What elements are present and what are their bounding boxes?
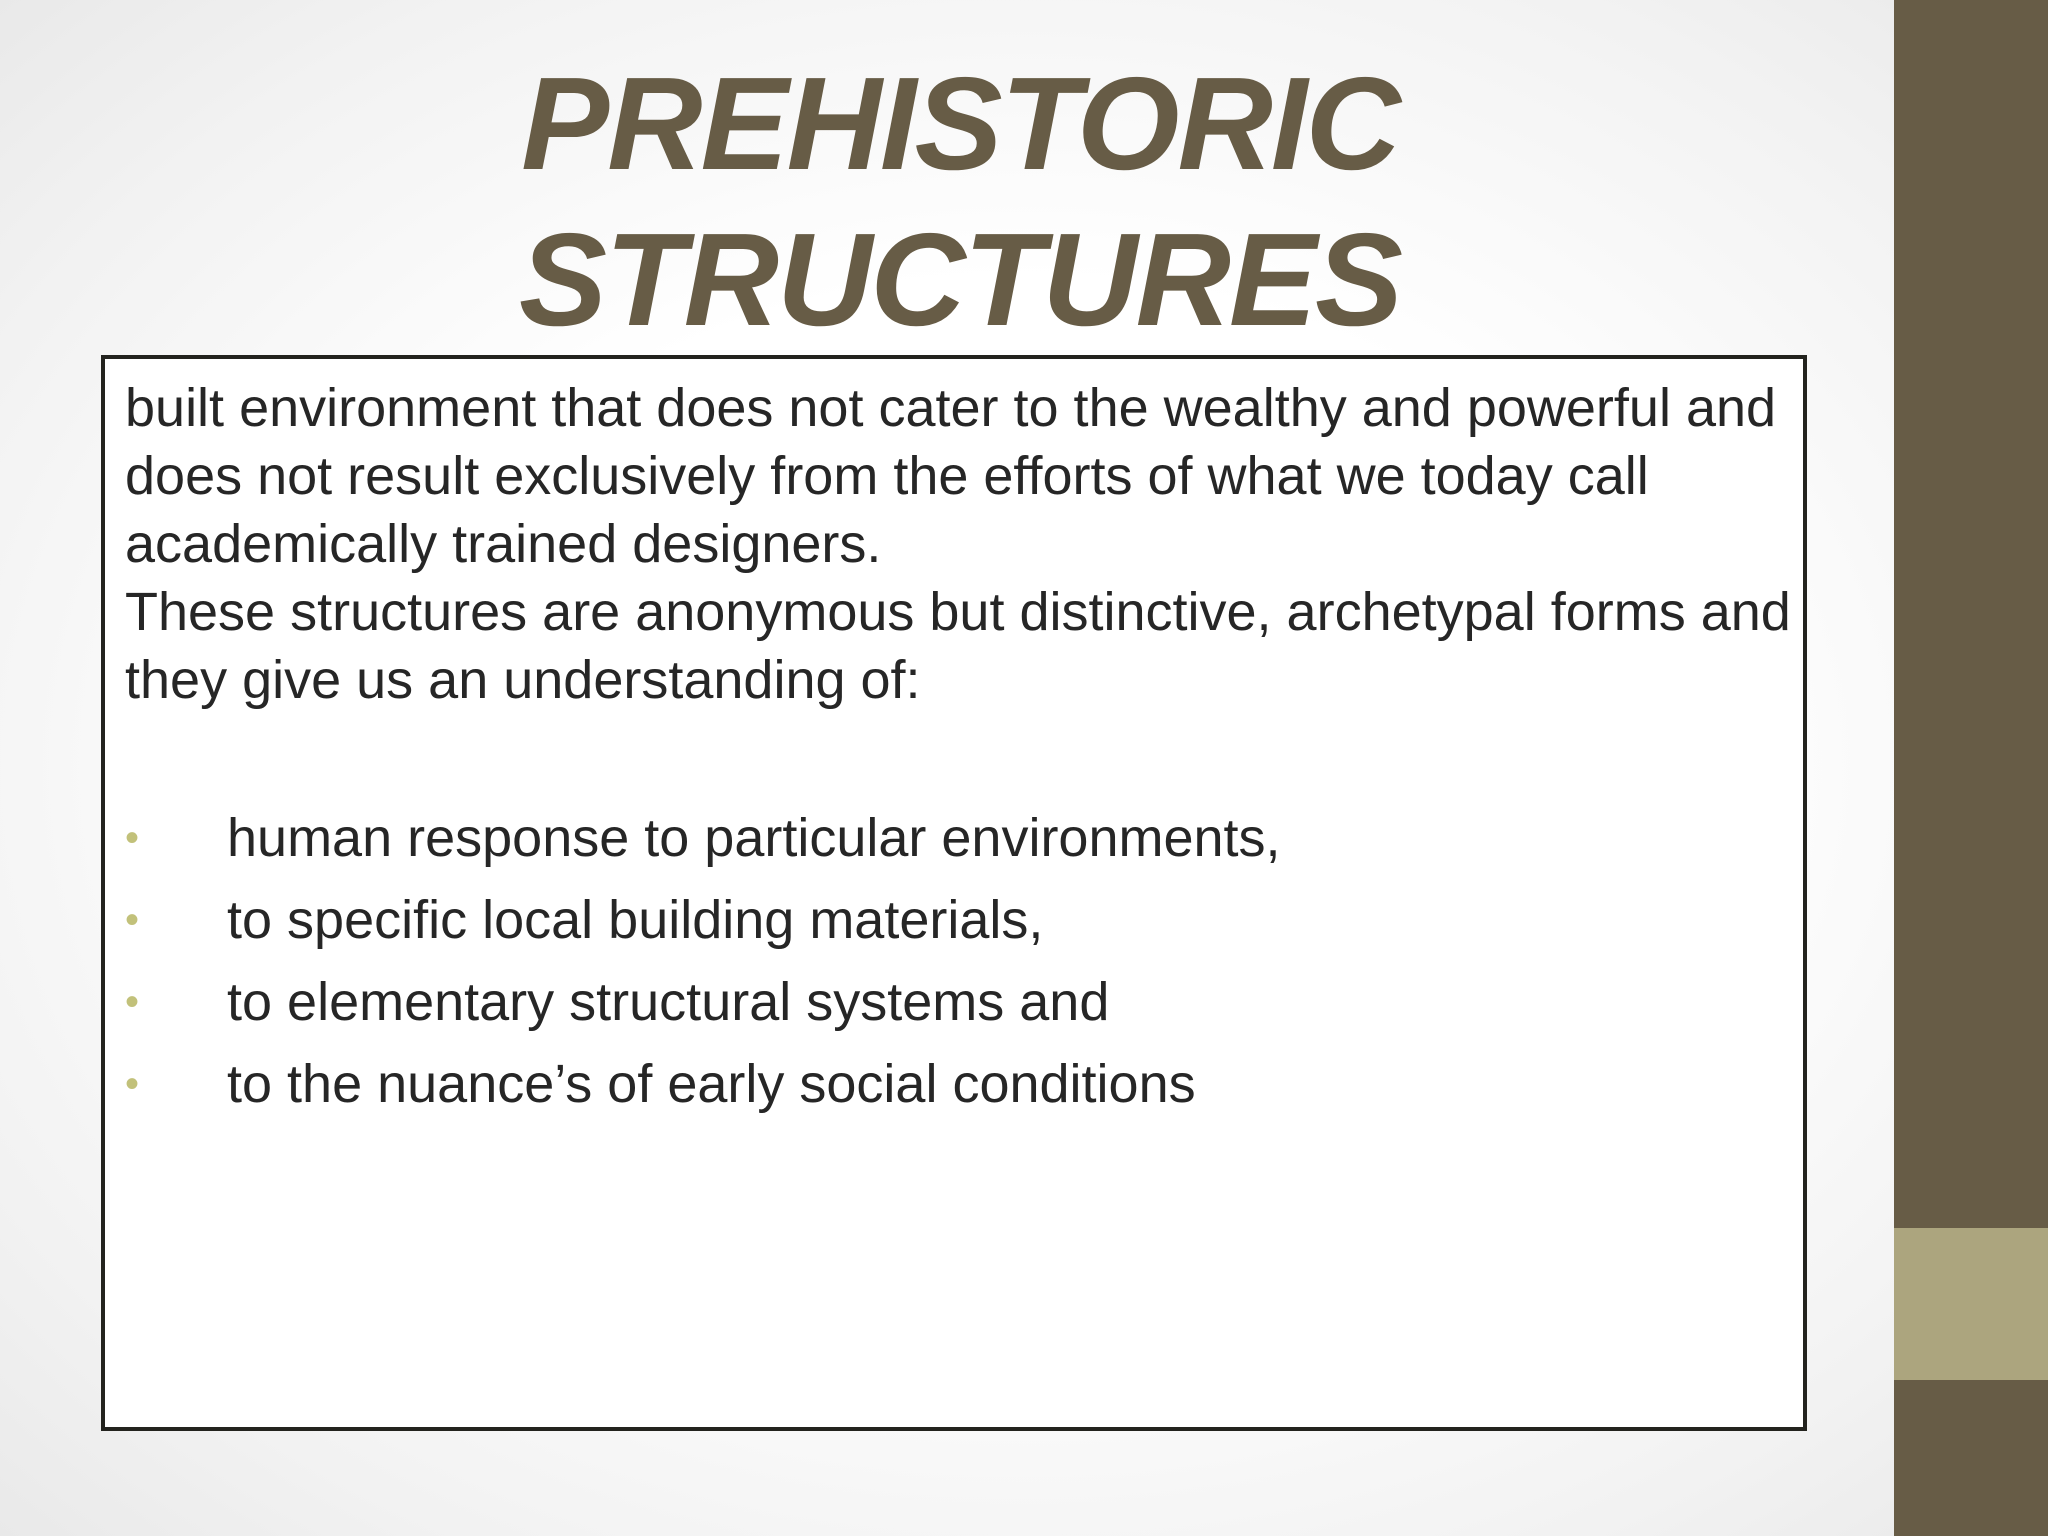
list-item-text: to specific local building materials, xyxy=(227,890,1044,950)
side-accent-block xyxy=(1894,1228,2048,1380)
list-item-text: to elementary structural systems and xyxy=(227,972,1110,1032)
slide-title xyxy=(300,46,1620,358)
title-line-1: PREHISTORIC xyxy=(521,50,1399,197)
list-item-text: to the nuance’s of early social conditions xyxy=(227,1054,1196,1114)
title-line-2: STRUCTURES xyxy=(518,206,1402,353)
list-item xyxy=(125,797,1805,879)
list-item xyxy=(125,961,1805,1043)
content-text-box xyxy=(101,355,1807,1431)
list-item-text: human response to particular environments, xyxy=(227,808,1281,868)
bullet-icon: • xyxy=(125,980,140,1024)
list-item xyxy=(125,1043,1805,1125)
bullet-icon: • xyxy=(125,816,140,860)
body-paragraph-2: These structures are anonymous but distinctive, archetypal forms and they give us an understanding of: xyxy=(125,582,1791,710)
bullet-list xyxy=(125,797,1805,1125)
bullet-icon: • xyxy=(125,1062,140,1106)
body-paragraph-1: built environment that does not cater to the wealthy and powerful and does not result exclusively from the efforts of what we today call academically trained designers. xyxy=(125,378,1777,574)
list-item xyxy=(125,879,1805,961)
bullet-icon: • xyxy=(125,898,140,942)
